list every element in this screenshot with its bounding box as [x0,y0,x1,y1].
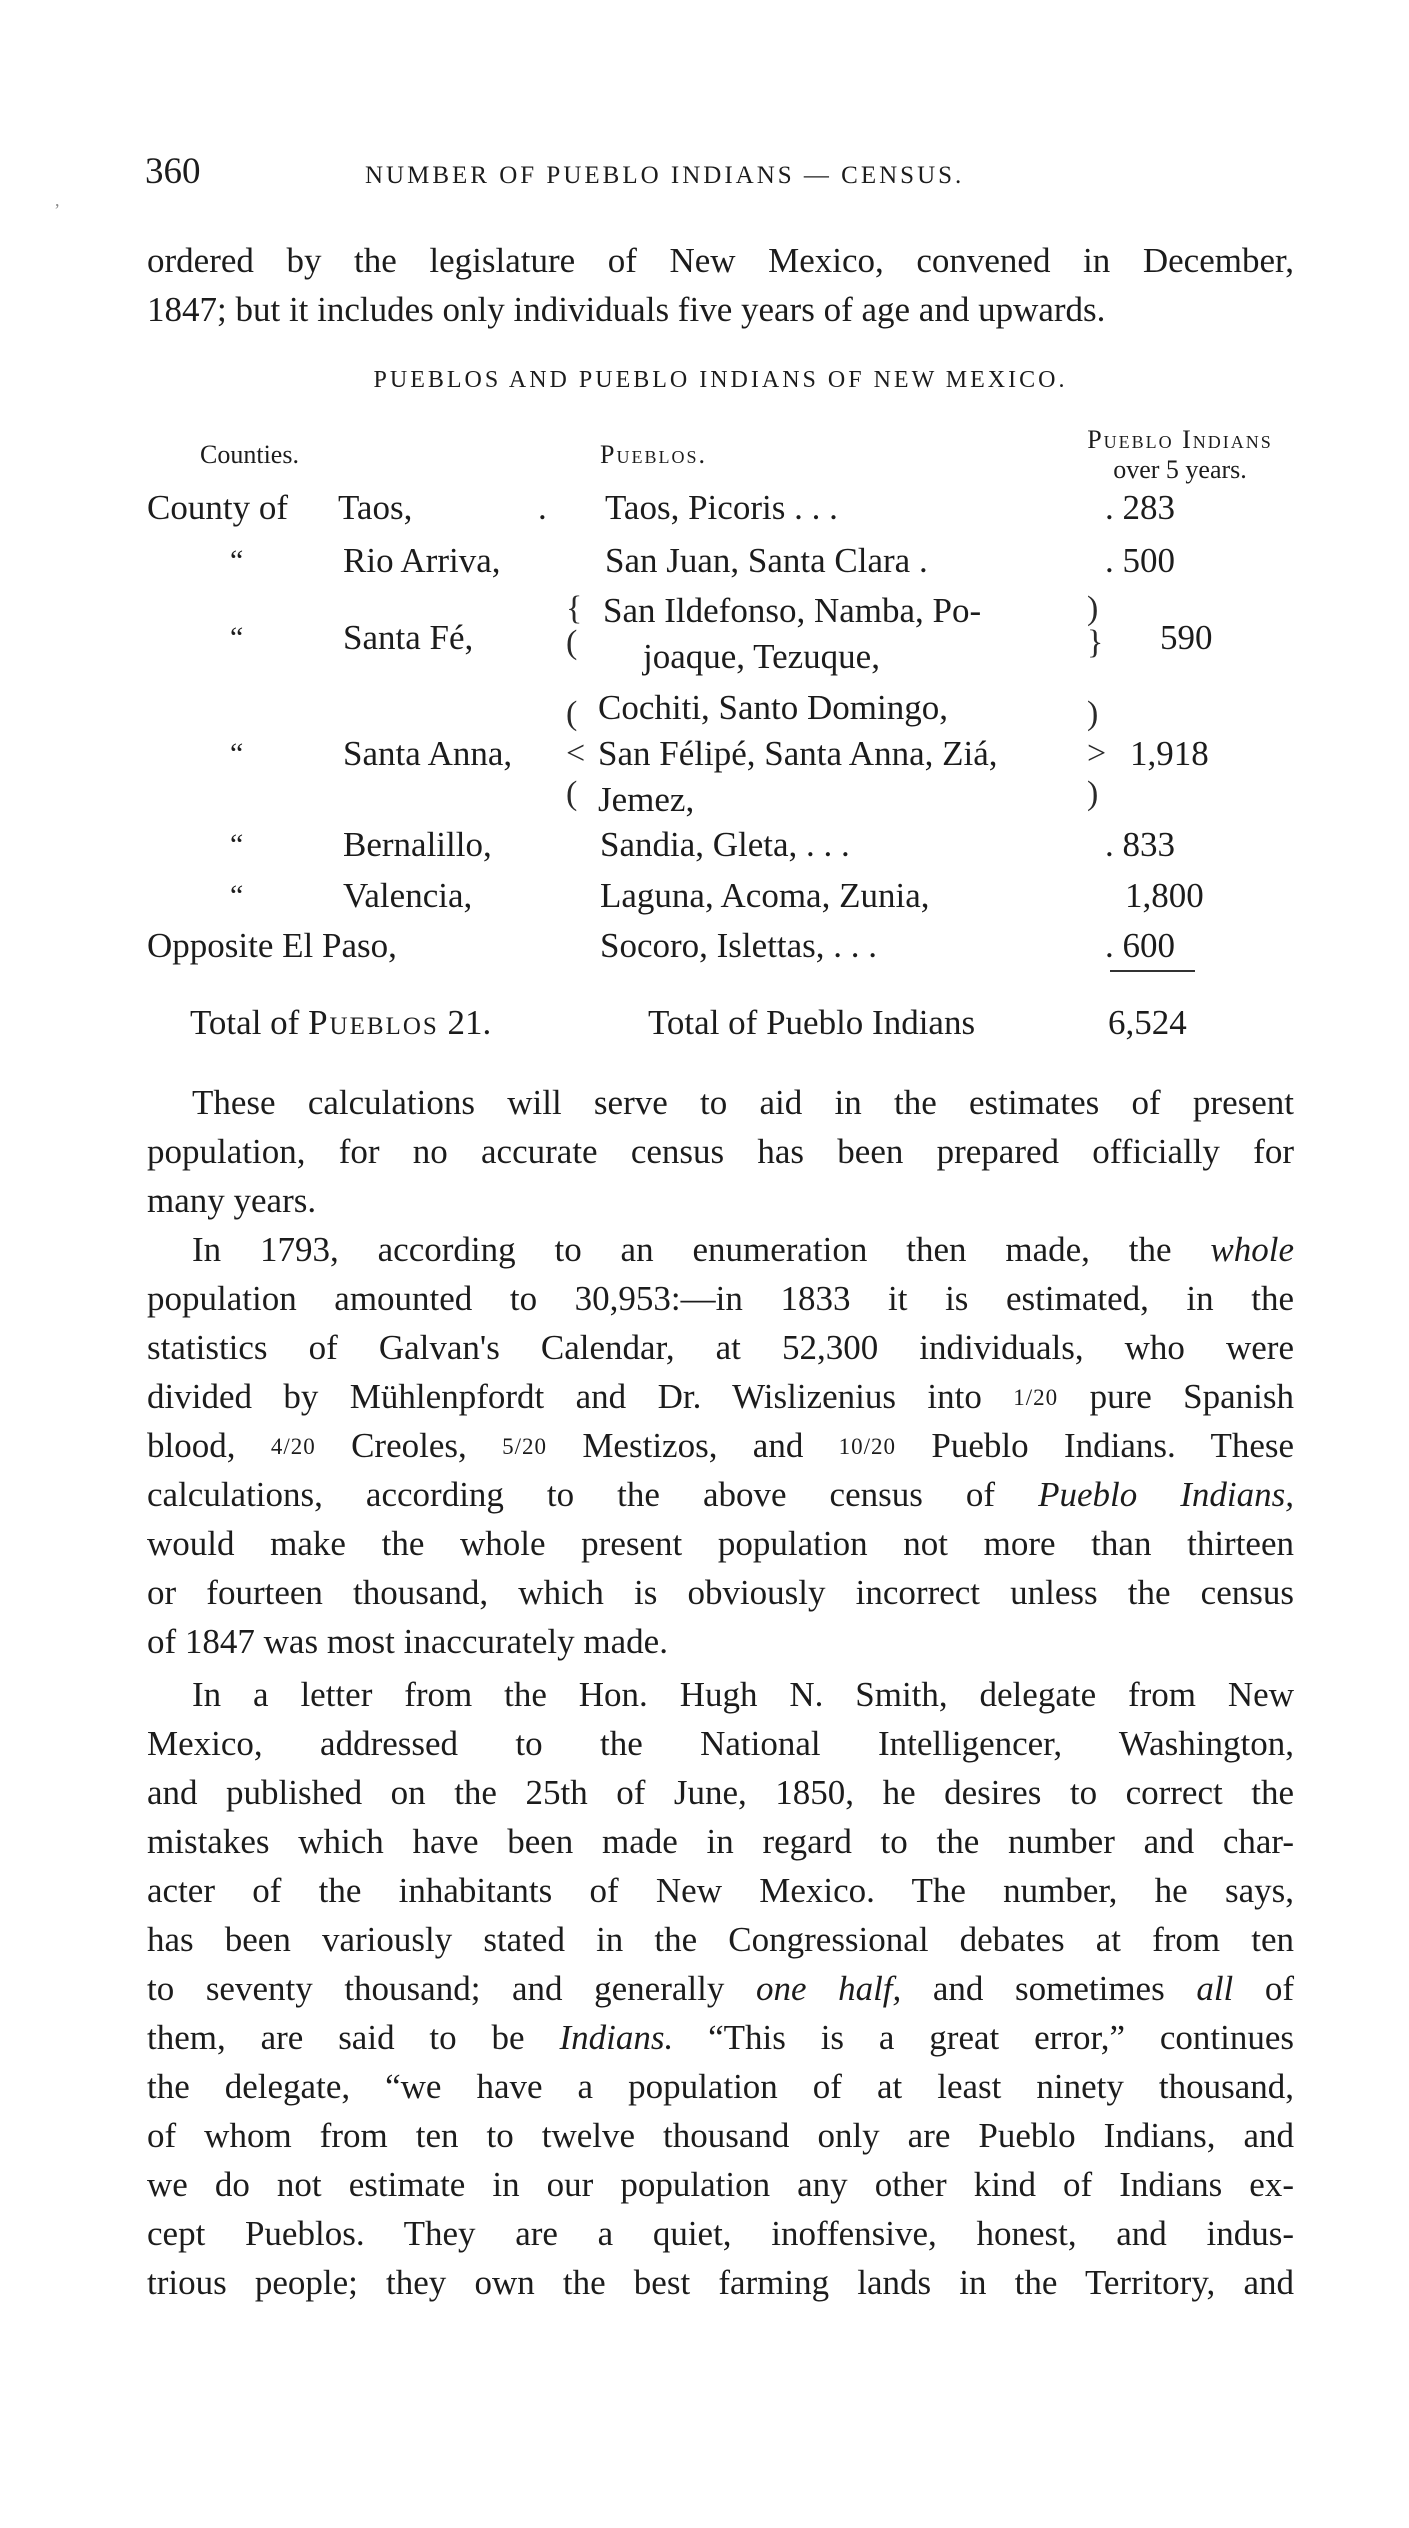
row-count: . 283 [1105,488,1175,527]
left-brace: ( < ( [566,695,586,812]
right-brace: ) [1087,590,1099,627]
text-line: and published on the 25th of June, 1850, he desires to correct the [147,1773,1294,1812]
running-head [145,150,1295,200]
text-line: These calculations will serve to aid in the estimates of present [192,1083,1294,1122]
row-pueblos: Taos, Picoris . . . [605,488,838,527]
paragraph-3 [147,1670,1294,2307]
total-indians-label: Total of Pueblo Indians [648,1003,976,1042]
row-county: Santa Anna, [343,734,513,773]
total-pueblos [190,1002,491,1044]
header-indians-line2: over 5 years. [1113,455,1247,484]
text-line: to seventy thousand; and generally one half, and sometimes all of [147,1969,1295,2008]
row-prefix: Opposite El Paso, [147,926,397,965]
total-pueblos-value: 21. [447,1003,492,1042]
total-pueblos-label: Total of [190,1003,300,1042]
row-count: 1,800 [1125,876,1204,915]
row-county: Taos, [338,488,413,527]
row-dot: . [538,488,547,527]
text-line: divided by Mühlenpfordt and Dr. Wislizenius into 1/20 pure Spanish [147,1377,1295,1416]
text-line: statistics of Galvan's Calendar, at 52,300 individuals, who were [147,1328,1294,1367]
row-pueblos: joaque, Tezuque, [643,637,880,676]
right-brace: } [1087,624,1104,661]
row-prefix: County of [147,488,288,527]
text-line: we do not estimate in our population any other kind of Indians ex- [147,2165,1294,2204]
row-county: Rio Arriva, [343,541,501,580]
text-line: In a letter from the Hon. Hugh N. Smith, delegate from New [192,1675,1294,1714]
text-line: the delegate, “we have a population of at least ninety thousand, [147,2067,1294,2106]
total-indians-value: 6,524 [1108,1003,1187,1042]
total-pueblos-word: Pueblos [308,1003,439,1042]
text-line: In 1793, according to an enumeration then made, the whole [192,1230,1295,1269]
row-pueblos: Socoro, Islettas, . . . [600,926,878,965]
right-brace: ) > ) [1087,695,1107,812]
header-counties: Counties. [200,440,299,469]
row-county: Santa Fé, [343,618,474,657]
intro-paragraph [147,236,1294,334]
text-line: cept Pueblos. They are a quiet, inoffensive, honest, and indus- [147,2214,1294,2253]
row-count: 590 [1160,618,1213,657]
row-pueblos: Laguna, Acoma, Zunia, [600,876,930,915]
row-count: . 833 [1105,825,1175,864]
text-line: population amounted to 30,953:—in 1833 it is estimated, in the [147,1279,1294,1318]
text-line: trious people; they own the best farming lands in the Territory, and [147,2263,1294,2302]
row-pueblos: San Juan, Santa Clara . [605,541,928,580]
row-ditto: “ [230,621,244,654]
text-line: population, for no accurate census has been prepared officially for [147,1132,1294,1171]
row-ditto: “ [230,737,244,770]
row-ditto: “ [230,879,244,912]
text-line: or fourteen thousand, which is obviously incorrect unless the census [147,1573,1294,1612]
row-pueblos: Cochiti, Santo Domingo, [598,688,948,727]
text-line: acter of the inhabitants of New Mexico. The number, he says, [147,1871,1294,1910]
text-line: 1847; but it includes only individuals five years of age and upwards. [147,290,1106,329]
running-title: NUMBER OF PUEBLO INDIANS — CENSUS. [365,162,965,189]
text-line: has been variously stated in the Congressional debates at from ten [147,1920,1294,1959]
row-county: Valencia, [343,876,473,915]
row-ditto: “ [230,828,244,861]
page-number: 360 [145,151,201,192]
text-line: Mexico, addressed to the National Intelligencer, Washington, [147,1724,1294,1763]
header-pueblo-indians [1065,425,1295,485]
text-line: blood, 4/20 Creoles, 5/20 Mestizos, and 10/20 Pueblo Indians. These [147,1426,1295,1465]
text-line: ordered by the legislature of New Mexico, convened in December, [147,241,1294,280]
left-brace: { [566,590,583,627]
row-count: 1,918 [1130,734,1209,773]
row-pueblos: Sandia, Gleta, . . . [600,825,850,864]
table-title: PUEBLOS AND PUEBLO INDIANS OF NEW MEXICO. [373,367,1068,393]
paragraph-2 [147,1225,1294,1666]
text-line: of 1847 was most inaccurately made. [147,1622,668,1661]
row-ditto: “ [230,544,244,577]
row-count: . 500 [1105,541,1175,580]
paragraph-1 [147,1078,1294,1225]
row-pueblos: San Félipé, Santa Anna, Ziá, [598,734,998,773]
text-line: calculations, according to the above census of Pueblo Indians, [147,1475,1295,1514]
row-county: Bernalillo, [343,825,492,864]
text-line: would make the whole present population not more than thirteen [147,1524,1294,1563]
text-line: mistakes which have been made in regard to the number and char- [147,1822,1294,1861]
text-line: them, are said to be Indians. “This is a great error,” continues [147,2018,1295,2057]
row-pueblos: San Ildefonso, Namba, Po- [603,591,982,630]
text-line: many years. [147,1181,317,1220]
row-pueblos: Jemez, [598,780,695,819]
row-count: . 600 [1105,926,1175,965]
header-indians-line1: Pueblo Indians [1087,425,1273,454]
text-line: of whom from ten to twelve thousand only are Pueblo Indians, and [147,2116,1294,2155]
margin-mark: , [55,190,60,210]
left-brace: ( [566,624,578,661]
total-rule [1110,970,1195,972]
header-pueblos: Pueblos. [600,440,707,469]
